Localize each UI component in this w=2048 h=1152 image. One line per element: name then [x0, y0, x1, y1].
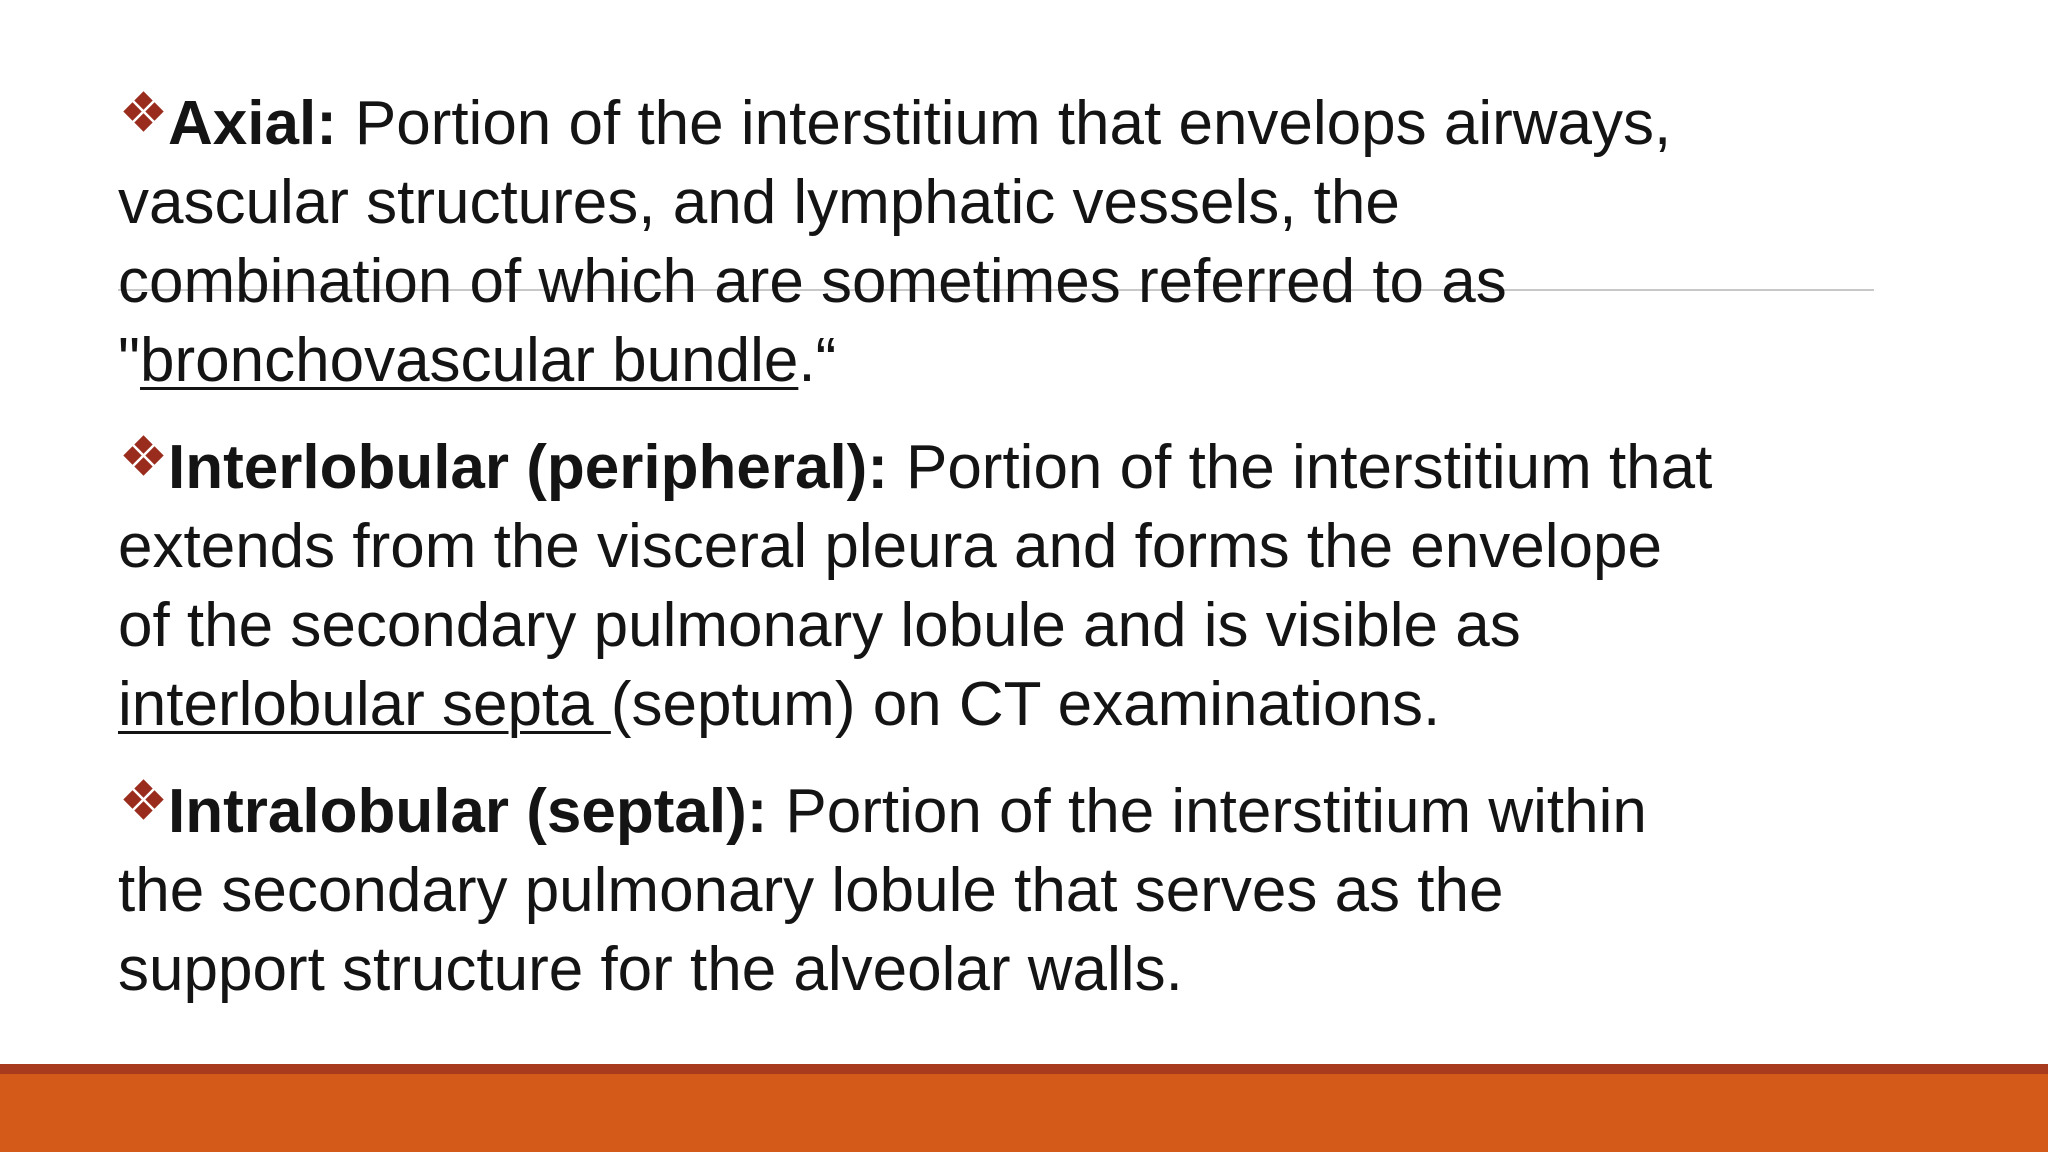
bullet-text-line: of the secondary pulmonary lobule and is visible as	[118, 591, 1521, 660]
bullet-text-line-last	[118, 321, 1878, 400]
bullet-intralobular	[118, 772, 1878, 1009]
bullet-term: Interlobular (peripheral):	[168, 433, 888, 502]
bullet-text-line: support structure for the alveolar walls.	[118, 935, 1183, 1004]
bullet-first-line	[118, 84, 1878, 163]
interlobular-septa-link[interactable]: interlobular septa	[118, 670, 611, 739]
bullet-interlobular	[118, 428, 1878, 744]
footer-band	[0, 1074, 2048, 1152]
bullet-text-line: the secondary pulmonary lobule that serves as the	[118, 856, 1504, 925]
bullet-first-line	[118, 428, 1878, 507]
footer-accent-line	[0, 1064, 2048, 1074]
bullet-first-line	[118, 772, 1878, 851]
bullet-term: Intralobular (septal):	[168, 777, 768, 846]
bronchovascular-bundle-link[interactable]: bronchovascular bundle	[140, 326, 799, 395]
quote-open: "	[118, 326, 141, 395]
bullet-text-line: Portion of the interstitium within	[785, 777, 1647, 846]
four-diamond-bullet-icon	[118, 428, 168, 507]
quote-close: .“	[798, 326, 837, 395]
bullet-text-suffix: (septum) on CT examinations.	[610, 670, 1441, 739]
bullet-text-line: combination of which are sometimes referred to as	[118, 247, 1507, 316]
bullet-text-line: Portion of the interstitium that	[905, 433, 1713, 502]
bullet-list	[118, 84, 1878, 1037]
bullet-text-line: vascular structures, and lymphatic vessels, the	[118, 168, 1400, 237]
four-diamond-bullet-icon	[118, 772, 168, 851]
bullet-text-line-last	[118, 665, 1878, 744]
four-diamond-bullet-icon	[118, 84, 168, 163]
bullet-text-line: extends from the visceral pleura and forms the envelope	[118, 512, 1662, 581]
bullet-axial	[118, 84, 1878, 400]
bullet-text-line: Portion of the interstitium that envelops airways,	[354, 89, 1672, 158]
bullet-term: Axial:	[168, 89, 337, 158]
